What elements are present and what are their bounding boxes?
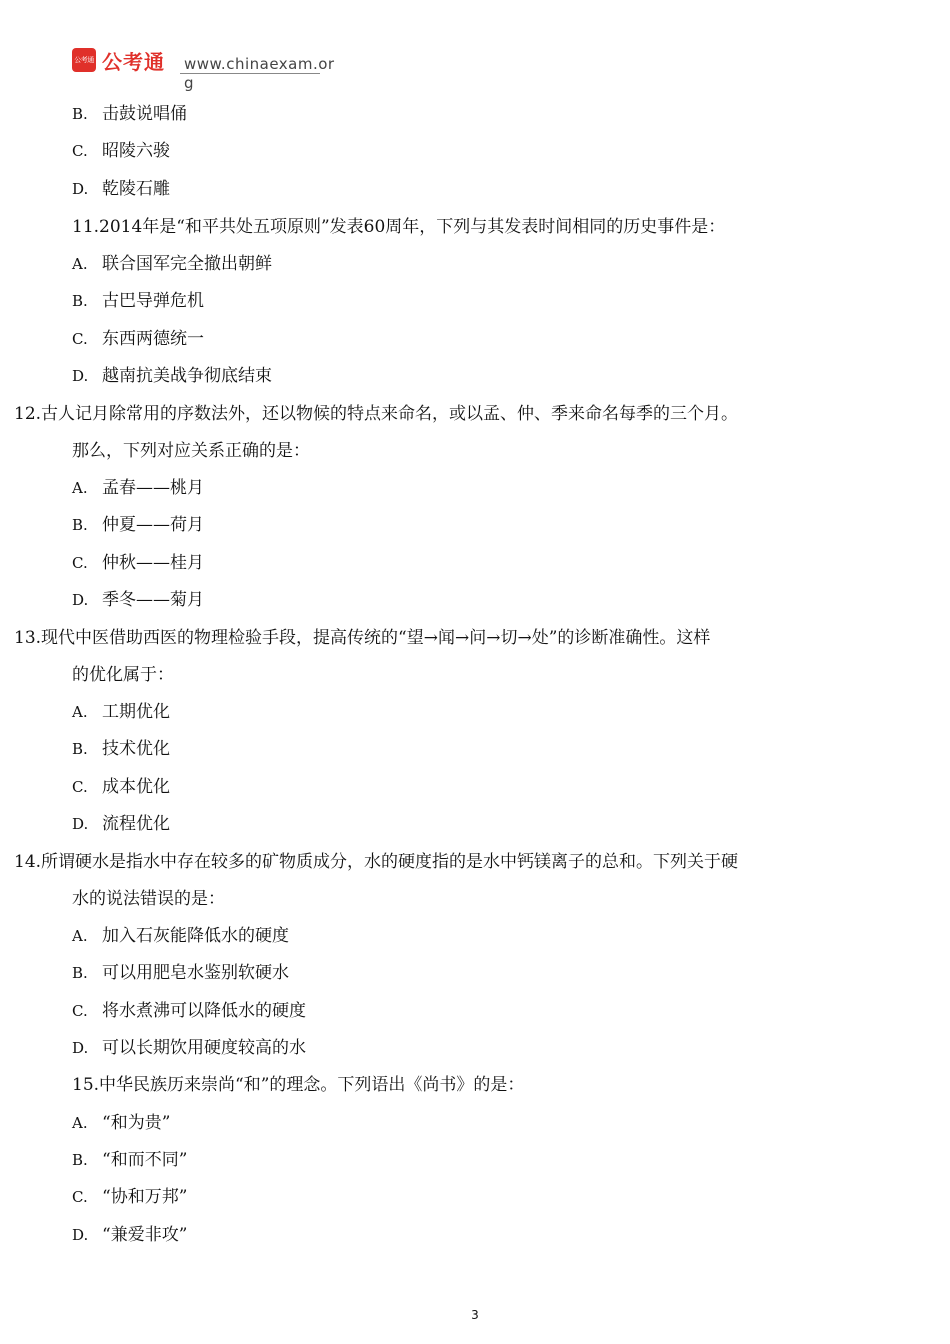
- answer-option: [72, 1112, 170, 1134]
- option-key: A.: [72, 255, 88, 273]
- answer-option: [72, 813, 170, 835]
- option-key: A.: [72, 479, 88, 497]
- option-text: “兼爱非攻”: [102, 1225, 188, 1245]
- site-url[interactable]: www.chinaexam.org: [184, 55, 335, 92]
- option-key: B.: [72, 1151, 88, 1169]
- answer-option: [72, 328, 204, 350]
- answer-option: [72, 477, 204, 499]
- question-text: 15.中华民族历来崇尚“和”的理念。下列语出《尚书》的是：: [72, 1075, 525, 1095]
- option-text: “和为贵”: [102, 1113, 171, 1133]
- option-text: 孟春——桃月: [102, 478, 204, 498]
- answer-option: [72, 962, 289, 984]
- option-text: 仲夏——荷月: [102, 515, 204, 535]
- answer-option: [72, 140, 170, 162]
- option-key: D.: [72, 180, 89, 198]
- answer-option: [72, 178, 170, 200]
- option-key: D.: [72, 815, 89, 833]
- option-text: 工期优化: [102, 702, 170, 722]
- option-key: D.: [72, 1039, 89, 1057]
- option-key: D.: [72, 1226, 89, 1244]
- option-text: 联合国军完全撤出朝鲜: [102, 254, 272, 274]
- answer-option: [72, 552, 204, 574]
- option-key: C.: [72, 554, 88, 572]
- option-text: “协和万邦”: [102, 1187, 188, 1207]
- option-key: B.: [72, 964, 88, 982]
- answer-option: [72, 514, 204, 536]
- option-key: A.: [72, 703, 88, 721]
- option-key: C.: [72, 330, 88, 348]
- option-text: 乾陵石雕: [102, 179, 170, 199]
- option-key: B.: [72, 516, 88, 534]
- answer-option: [72, 1149, 187, 1171]
- page-number: 3: [471, 1308, 479, 1322]
- answer-option: [72, 776, 170, 798]
- answer-option: [72, 1224, 187, 1246]
- option-key: B.: [72, 292, 88, 310]
- question-text: 12.古人记月除常用的序数法外，还以物候的特点来命名，或以孟、仲、季来命名每季的三个月。: [14, 404, 739, 424]
- answer-option: [72, 738, 170, 760]
- answer-option: [72, 290, 204, 312]
- header: [72, 46, 372, 92]
- option-key: A.: [72, 927, 88, 945]
- option-text: 仲秋——桂月: [102, 553, 204, 573]
- option-key: B.: [72, 740, 88, 758]
- logo-text: 公考通: [102, 50, 165, 74]
- option-key: C.: [72, 142, 88, 160]
- option-text: 季冬——菊月: [102, 590, 204, 610]
- question-continuation: 水的说法错误的是：: [72, 889, 225, 909]
- question-continuation: 那么，下列对应关系正确的是：: [72, 441, 310, 461]
- question-continuation: 的优化属于：: [72, 665, 174, 685]
- answer-option: [72, 701, 170, 723]
- option-text: 越南抗美战争彻底结束: [102, 366, 272, 386]
- logo-badge: 公考通: [72, 48, 96, 72]
- answer-option: [72, 1186, 187, 1208]
- option-text: 昭陵六骏: [102, 141, 170, 161]
- option-key: D.: [72, 367, 89, 385]
- option-text: 成本优化: [102, 777, 170, 797]
- option-key: C.: [72, 1002, 88, 1020]
- answer-option: [72, 103, 187, 125]
- option-text: 流程优化: [102, 814, 170, 834]
- option-key: D.: [72, 591, 89, 609]
- option-key: A.: [72, 1114, 88, 1132]
- question-text: 11.2014年是“和平共处五项原则”发表60周年，下列与其发表时间相同的历史事件是：: [72, 217, 726, 237]
- option-key: C.: [72, 778, 88, 796]
- option-text: 将水煮沸可以降低水的硬度: [102, 1001, 306, 1021]
- option-text: 加入石灰能降低水的硬度: [102, 926, 289, 946]
- question-text: 13.现代中医借助西医的物理检验手段，提高传统的“望→闻→问→切→处”的诊断准确性。这样: [14, 628, 711, 648]
- option-text: 可以长期饮用硬度较高的水: [102, 1038, 306, 1058]
- answer-option: [72, 1000, 306, 1022]
- option-key: B.: [72, 105, 88, 123]
- answer-option: [72, 1037, 306, 1059]
- answer-option: [72, 253, 272, 275]
- answer-option: [72, 589, 204, 611]
- option-text: 技术优化: [102, 739, 170, 759]
- option-text: 击鼓说唱俑: [102, 104, 187, 124]
- option-text: 古巴导弹危机: [102, 291, 204, 311]
- answer-option: [72, 365, 272, 387]
- option-key: C.: [72, 1188, 88, 1206]
- answer-option: [72, 925, 289, 947]
- header-divider: [180, 73, 320, 74]
- option-text: 东西两德统一: [102, 329, 204, 349]
- option-text: 可以用肥皂水鉴别软硬水: [102, 963, 289, 983]
- option-text: “和而不同”: [102, 1150, 188, 1170]
- question-text: 14.所谓硬水是指水中存在较多的矿物质成分，水的硬度指的是水中钙镁离子的总和。下列关于硬: [14, 852, 739, 872]
